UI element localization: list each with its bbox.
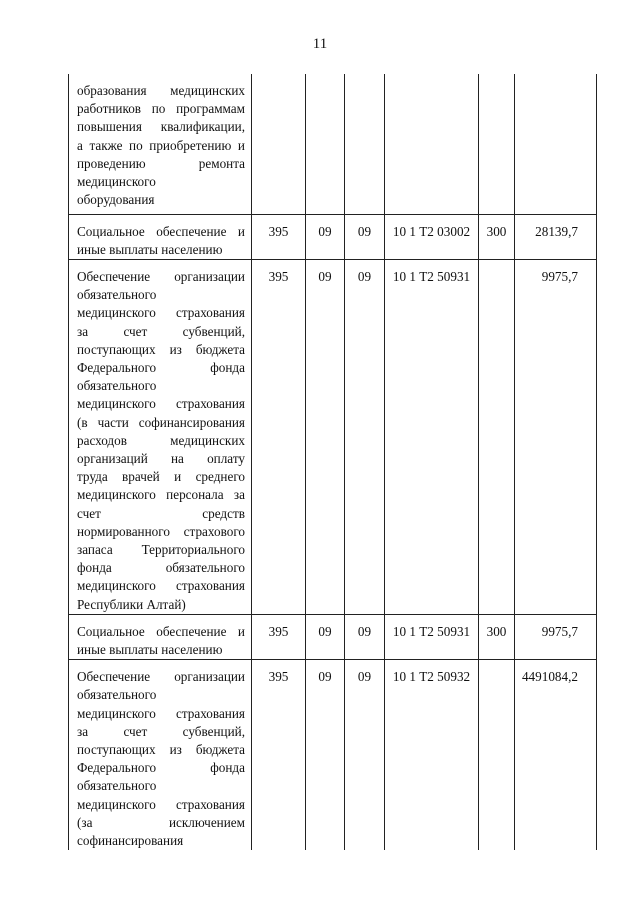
subsection-code-cell: 09 (345, 614, 385, 659)
description-cell (69, 74, 252, 214)
amount-cell (515, 74, 597, 214)
expense-type-cell (479, 259, 515, 614)
amount-cell: 28139,7 (515, 214, 597, 259)
subsection-code-cell: 09 (345, 214, 385, 259)
description-cell (69, 614, 252, 659)
description-line: софинансирования (77, 833, 184, 848)
description-line: обязательного (77, 287, 157, 303)
description-line: медицинского страхования (77, 396, 245, 412)
description-line: расходов медицинских (77, 432, 245, 448)
description-line: медицинского страхования (77, 578, 245, 594)
description-line: иные выплаты населению (77, 241, 223, 257)
target-article-cell: 10 1 Т2 50932 (385, 660, 479, 851)
description-line: проведению ремонта (77, 155, 245, 171)
description-line: запаса Территориального (77, 541, 245, 557)
ministry-code-cell: 395 (252, 259, 306, 614)
amount-cell: 9975,7 (515, 259, 597, 614)
table-row (69, 74, 597, 214)
description-line: иные выплаты населению (77, 641, 223, 657)
description-line: труда врачей и среднего (77, 469, 245, 485)
description-line: медицинского (77, 174, 156, 190)
description-line: образования медицинских (77, 83, 245, 98)
target-article-cell (385, 74, 479, 214)
description-line: за счет субвенций, (77, 323, 245, 339)
table-row (69, 614, 597, 659)
description-line: работников по программам (77, 101, 245, 117)
section-code-cell: 09 (306, 614, 345, 659)
ministry-code-cell (252, 74, 306, 214)
amount-cell: 9975,7 (515, 614, 597, 659)
section-code-cell: 09 (306, 214, 345, 259)
expense-type-cell: 300 (479, 214, 515, 259)
description-line: обязательного (77, 687, 157, 703)
expense-type-cell: 300 (479, 614, 515, 659)
description-line: обязательного (77, 378, 157, 394)
description-line: поступающих из бюджета (77, 741, 245, 757)
page-number: 11 (312, 36, 328, 52)
description-line: организаций на оплату (77, 450, 245, 466)
subsection-code-cell: 09 (345, 259, 385, 614)
description-line: Республики Алтай) (77, 596, 186, 612)
description-line: счет средств (77, 505, 245, 521)
description-line: Обеспечение организации (77, 669, 245, 685)
expense-type-cell (479, 660, 515, 851)
section-code-cell: 09 (306, 259, 345, 614)
description-line: а также по приобретению и (77, 137, 245, 153)
description-line: Федерального фонда (77, 760, 245, 776)
description-line: медицинского страхования (77, 796, 245, 812)
budget-table (68, 74, 597, 850)
description-cell (69, 214, 252, 259)
ministry-code-cell: 395 (252, 614, 306, 659)
description-cell (69, 259, 252, 614)
description-line: поступающих из бюджета (77, 341, 245, 357)
description-line: (в части софинансирования (77, 414, 245, 430)
description-line: оборудования (77, 192, 155, 208)
description-line: Социальное обеспечение и (77, 223, 245, 239)
amount-cell: 4491084,2 (515, 660, 597, 851)
expense-type-cell (479, 74, 515, 214)
target-article-cell: 10 1 Т2 50931 (385, 259, 479, 614)
section-code-cell: 09 (306, 660, 345, 851)
description-line: медицинского персонала за (77, 487, 245, 503)
description-line: повышения квалификации, (77, 119, 245, 135)
ministry-code-cell: 395 (252, 214, 306, 259)
section-code-cell (306, 74, 345, 214)
description-line: Обеспечение организации (77, 268, 245, 284)
description-line: Социальное обеспечение и (77, 623, 245, 639)
description-line: медицинского страхования (77, 705, 245, 721)
table-row (69, 214, 597, 259)
description-cell (69, 660, 252, 851)
description-line: фонда обязательного (77, 560, 245, 576)
description-line: за счет субвенций, (77, 723, 245, 739)
target-article-cell: 10 1 Т2 50931 (385, 614, 479, 659)
subsection-code-cell: 09 (345, 660, 385, 851)
table-row (69, 259, 597, 614)
description-line: обязательного (77, 778, 157, 794)
table-row (69, 660, 597, 851)
table-body (69, 74, 597, 850)
description-line: нормированного страхового (77, 523, 245, 539)
subsection-code-cell (345, 74, 385, 214)
description-line: (за исключением (77, 814, 245, 830)
ministry-code-cell: 395 (252, 660, 306, 851)
description-line: медицинского страхования (77, 305, 245, 321)
description-line: Федерального фонда (77, 359, 245, 375)
target-article-cell: 10 1 Т2 03002 (385, 214, 479, 259)
